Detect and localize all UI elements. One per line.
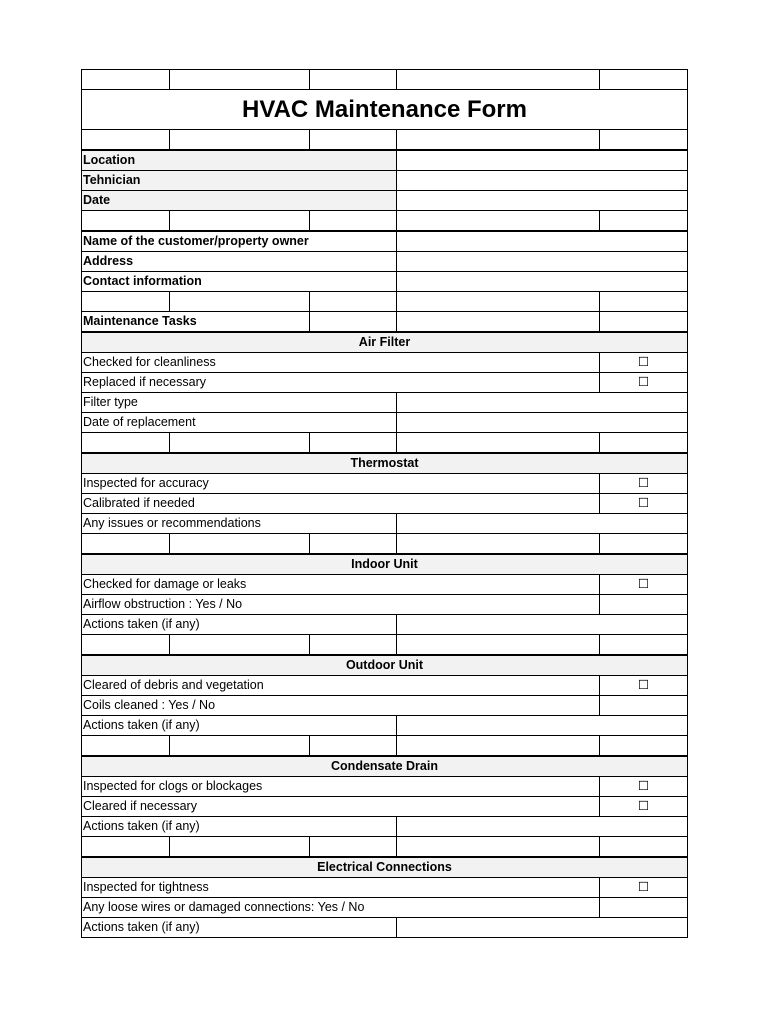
task-label: Actions taken (if any) [82, 817, 397, 837]
answer-field[interactable] [600, 595, 688, 615]
section-header-outdoor-unit [82, 655, 688, 676]
customer-name-row [82, 231, 688, 252]
section-header-air-filter [82, 332, 688, 353]
section-title: Condensate Drain [82, 756, 688, 777]
spacer-row [82, 736, 688, 757]
task-label: Inspected for clogs or blockages [82, 777, 600, 797]
address-label: Address [82, 252, 397, 272]
task-row [82, 777, 688, 797]
task-input-field[interactable] [397, 918, 688, 938]
task-label: Any issues or recommendations [82, 514, 397, 534]
task-row [82, 514, 688, 534]
spacer-row [82, 534, 688, 555]
task-label: Cleared if necessary [82, 797, 600, 817]
task-row [82, 797, 688, 817]
title-row [82, 90, 688, 130]
checkbox-icon[interactable]: ☐ [600, 494, 688, 514]
checkbox-icon[interactable]: ☐ [600, 353, 688, 373]
task-label: Date of replacement [82, 413, 397, 433]
task-row [82, 575, 688, 595]
customer-name-label: Name of the customer/property owner [82, 231, 397, 252]
task-input-field[interactable] [397, 514, 688, 534]
task-label: Replaced if necessary [82, 373, 600, 393]
spacer-row [82, 292, 688, 312]
spacer-row [82, 635, 688, 656]
checkbox-icon[interactable]: ☐ [600, 878, 688, 898]
location-row [82, 150, 688, 171]
task-label: Inspected for accuracy [82, 474, 600, 494]
task-row [82, 353, 688, 373]
date-field[interactable] [397, 191, 688, 211]
task-input-field[interactable] [397, 716, 688, 736]
task-row [82, 878, 688, 898]
checkbox-icon[interactable]: ☐ [600, 777, 688, 797]
task-row [82, 393, 688, 413]
checkbox-icon[interactable]: ☐ [600, 797, 688, 817]
checkbox-icon[interactable]: ☐ [600, 575, 688, 595]
technician-row [82, 171, 688, 191]
task-row [82, 413, 688, 433]
checkbox-icon[interactable]: ☐ [600, 474, 688, 494]
task-label: Any loose wires or damaged connections: Yes / No [82, 898, 600, 918]
form-title: HVAC Maintenance Form [82, 90, 688, 130]
task-label: Inspected for tightness [82, 878, 600, 898]
section-header-condensate-drain [82, 756, 688, 777]
location-field[interactable] [397, 150, 688, 171]
task-label: Filter type [82, 393, 397, 413]
date-row [82, 191, 688, 211]
task-input-field[interactable] [397, 615, 688, 635]
technician-label: Tehnician [82, 171, 397, 191]
task-row [82, 615, 688, 635]
checkbox-icon[interactable]: ☐ [600, 373, 688, 393]
section-title: Outdoor Unit [82, 655, 688, 676]
task-label: Checked for cleanliness [82, 353, 600, 373]
contact-label: Contact information [82, 272, 397, 292]
task-label: Actions taken (if any) [82, 716, 397, 736]
answer-field[interactable] [600, 696, 688, 716]
task-row [82, 474, 688, 494]
task-row [82, 373, 688, 393]
task-input-field[interactable] [397, 393, 688, 413]
task-row [82, 817, 688, 837]
contact-field[interactable] [397, 272, 688, 292]
task-label: Checked for damage or leaks [82, 575, 600, 595]
task-row [82, 595, 688, 615]
section-title: Air Filter [82, 332, 688, 353]
section-header-electrical-connections [82, 857, 688, 878]
hvac-form-table [81, 69, 688, 938]
spacer-row [82, 433, 688, 454]
task-label: Coils cleaned : Yes / No [82, 696, 600, 716]
section-header-thermostat [82, 453, 688, 474]
section-title: Thermostat [82, 453, 688, 474]
tasks-heading: Maintenance Tasks [82, 312, 310, 333]
task-label: Cleared of debris and vegetation [82, 676, 600, 696]
task-row [82, 898, 688, 918]
location-label: Location [82, 150, 397, 171]
section-title: Electrical Connections [82, 857, 688, 878]
answer-field[interactable] [600, 898, 688, 918]
customer-name-field[interactable] [397, 231, 688, 252]
date-label: Date [82, 191, 397, 211]
spacer-row [82, 70, 688, 90]
address-field[interactable] [397, 252, 688, 272]
task-label: Calibrated if needed [82, 494, 600, 514]
technician-field[interactable] [397, 171, 688, 191]
task-row [82, 918, 688, 938]
checkbox-icon[interactable]: ☐ [600, 676, 688, 696]
contact-row [82, 272, 688, 292]
task-label: Airflow obstruction : Yes / No [82, 595, 600, 615]
tasks-heading-row [82, 312, 688, 333]
section-header-indoor-unit [82, 554, 688, 575]
task-input-field[interactable] [397, 413, 688, 433]
task-row [82, 696, 688, 716]
task-input-field[interactable] [397, 817, 688, 837]
task-label: Actions taken (if any) [82, 918, 397, 938]
section-title: Indoor Unit [82, 554, 688, 575]
task-label: Actions taken (if any) [82, 615, 397, 635]
address-row [82, 252, 688, 272]
task-row [82, 494, 688, 514]
task-row [82, 676, 688, 696]
spacer-row [82, 130, 688, 151]
task-row [82, 716, 688, 736]
spacer-row [82, 837, 688, 858]
spacer-row [82, 211, 688, 232]
